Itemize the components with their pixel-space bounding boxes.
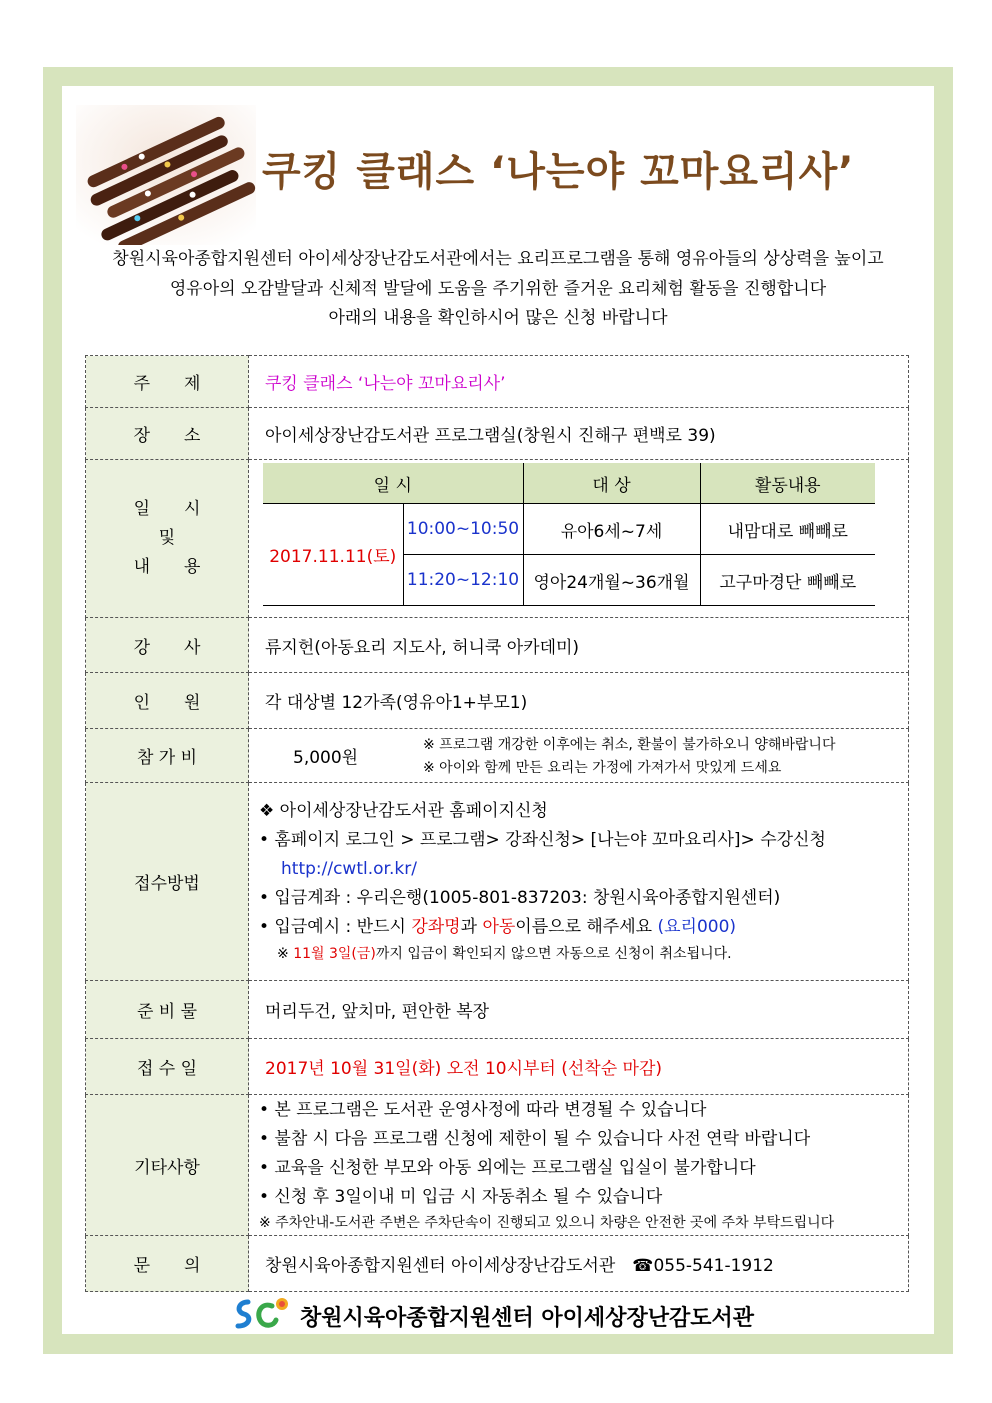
schedule-header-row bbox=[263, 463, 875, 504]
label-prep: 준 비 물 bbox=[86, 981, 249, 1039]
value-apply bbox=[249, 783, 909, 981]
value-prep: 머리두건, 앞치마, 편안한 복장 bbox=[249, 981, 909, 1039]
value-instructor: 류지헌(아동요리 지도사, 허니쿡 아카데미) bbox=[249, 618, 909, 673]
schedule-date: 2017.11.11(토) bbox=[263, 504, 403, 606]
center-logo-icon bbox=[232, 1294, 294, 1338]
schedule-header-target: 대 상 bbox=[523, 463, 700, 504]
etc-item: • 본 프로그램은 도서관 운영사정에 따라 변경될 수 있습니다 bbox=[259, 1100, 707, 1120]
schedule-header-activity: 활동내용 bbox=[700, 463, 875, 504]
label-capacity: 인 원 bbox=[86, 673, 249, 729]
row-apply bbox=[86, 783, 909, 981]
footer-org-name: 창원시육아종합지원센터 아이세상장난감도서관 bbox=[300, 1305, 754, 1331]
apply-line-steps: • 홈페이지 로그인 > 프로그램> 강좌신청> [나는야 꼬마요리사]> 수강신청 bbox=[259, 830, 826, 850]
apply-url-link[interactable]: http://cwtl.or.kr/ bbox=[281, 859, 417, 879]
schedule-target: 유아6세~7세 bbox=[523, 504, 700, 555]
pepero-photo bbox=[76, 105, 256, 245]
apply-example-child: 아동 bbox=[482, 917, 516, 937]
label-fee: 참 가 비 bbox=[86, 729, 249, 783]
apply-example-sample: (요리000) bbox=[657, 917, 737, 937]
label-date: 접 수 일 bbox=[86, 1039, 249, 1095]
row-subject bbox=[86, 356, 909, 408]
value-fee: 5,000원 bbox=[293, 748, 359, 768]
label-schedule-1: 일 시 bbox=[133, 499, 201, 519]
value-subject: 쿠킹 클래스 ‘나는야 꼬마요리사’ bbox=[249, 356, 909, 408]
apply-deadline-note bbox=[259, 942, 907, 966]
etc-item: • 신청 후 3일이내 미 입금 시 자동취소 될 수 있습니다 bbox=[259, 1187, 663, 1207]
row-date bbox=[86, 1039, 909, 1095]
apply-example-text: 이름으로 해주세요 bbox=[515, 917, 658, 937]
intro-line-1: 창원시육아종합지원센터 아이세상장난감도서관에서는 요리프로그램을 통해 영유아들의 상상력을 높이고 bbox=[112, 249, 884, 269]
apply-example-text: • 입금예시 : 반드시 bbox=[259, 917, 412, 937]
value-fee-cell bbox=[249, 729, 909, 783]
row-etc bbox=[86, 1095, 909, 1236]
page-title: 쿠킹 클래스 ‘나는야 꼬마요리사’ bbox=[262, 149, 855, 195]
row-contact bbox=[86, 1236, 909, 1292]
label-instructor: 강 사 bbox=[86, 618, 249, 673]
label-schedule bbox=[86, 460, 249, 618]
schedule-time: 10:00~10:50 bbox=[403, 504, 523, 555]
apply-line-homepage: ❖ 아이세상장난감도서관 홈페이지신청 bbox=[259, 801, 548, 821]
etc-item: • 교육을 신청한 부모와 아동 외에는 프로그램실 입실이 불가합니다 bbox=[259, 1158, 756, 1178]
apply-line-account: • 입금계좌 : 우리은행(1005-801-837203: 창원시육아종합지원센터) bbox=[259, 888, 781, 908]
schedule-time: 11:20~12:10 bbox=[403, 555, 523, 606]
apply-note-text: 까지 입금이 확인되지 않으면 자동으로 신청이 취소됩니다. bbox=[375, 946, 732, 962]
schedule-activity: 고구마경단 빼빼로 bbox=[700, 555, 875, 606]
label-schedule-3: 내 용 bbox=[133, 557, 201, 577]
row-schedule bbox=[86, 460, 909, 618]
label-subject: 주 제 bbox=[86, 356, 249, 408]
row-place bbox=[86, 408, 909, 460]
fee-note-1: ※ 프로그램 개강한 이후에는 취소, 환불이 불가하오니 양해바랍니다 bbox=[423, 737, 836, 753]
schedule-table bbox=[263, 463, 875, 606]
value-capacity: 각 대상별 12가족(영유아1+부모1) bbox=[249, 673, 909, 729]
apply-line-example bbox=[259, 913, 907, 942]
apply-example-text: 과 bbox=[460, 917, 483, 937]
row-prep bbox=[86, 981, 909, 1039]
intro-line-3: 아래의 내용을 확인하시어 많은 신청 바랍니다 bbox=[328, 308, 668, 328]
value-contact: 창원시육아종합지원센터 아이세상장난감도서관 ☎055-541-1912 bbox=[249, 1236, 909, 1292]
row-instructor bbox=[86, 618, 909, 673]
schedule-cell bbox=[249, 460, 909, 618]
apply-example-course: 강좌명 bbox=[411, 917, 461, 937]
label-place: 장 소 bbox=[86, 408, 249, 460]
apply-note-mark: ※ bbox=[277, 946, 294, 962]
value-date: 2017년 10월 31일(화) 오전 10시부터 (선착순 마감) bbox=[249, 1039, 909, 1095]
footer bbox=[232, 1296, 754, 1336]
value-place: 아이세상장난감도서관 프로그램실(창원시 진해구 편백로 39) bbox=[249, 408, 909, 460]
label-schedule-2: 및 bbox=[158, 528, 176, 548]
schedule-row bbox=[263, 504, 875, 555]
label-apply: 접수방법 bbox=[86, 783, 249, 981]
info-table bbox=[85, 355, 909, 1292]
apply-note-date: 11월 3일(금) bbox=[293, 946, 376, 962]
intro-line-2: 영유아의 오감발달과 신체적 발달에 도움을 주기위한 즐거운 요리체험 활동을 진행합니다 bbox=[169, 279, 827, 299]
etc-parking-note: ※ 주차안내-도서관 주변은 주차단속이 진행되고 있으니 차량은 안전한 곳에 주차 부탁드립니다 bbox=[259, 1215, 835, 1231]
schedule-header-datetime: 일 시 bbox=[263, 463, 523, 504]
fee-note-2: ※ 아이와 함께 만든 요리는 가정에 가져가서 맛있게 드세요 bbox=[423, 760, 782, 776]
etc-item: • 불참 시 다음 프로그램 신청에 제한이 될 수 있습니다 사전 연락 바랍니다 bbox=[259, 1129, 811, 1149]
label-etc: 기타사항 bbox=[86, 1095, 249, 1236]
value-etc bbox=[249, 1095, 909, 1236]
schedule-activity: 내맘대로 빼빼로 bbox=[700, 504, 875, 555]
schedule-target: 영아24개월~36개월 bbox=[523, 555, 700, 606]
label-contact: 문 의 bbox=[86, 1236, 249, 1292]
row-fee bbox=[86, 729, 909, 783]
row-capacity bbox=[86, 673, 909, 729]
